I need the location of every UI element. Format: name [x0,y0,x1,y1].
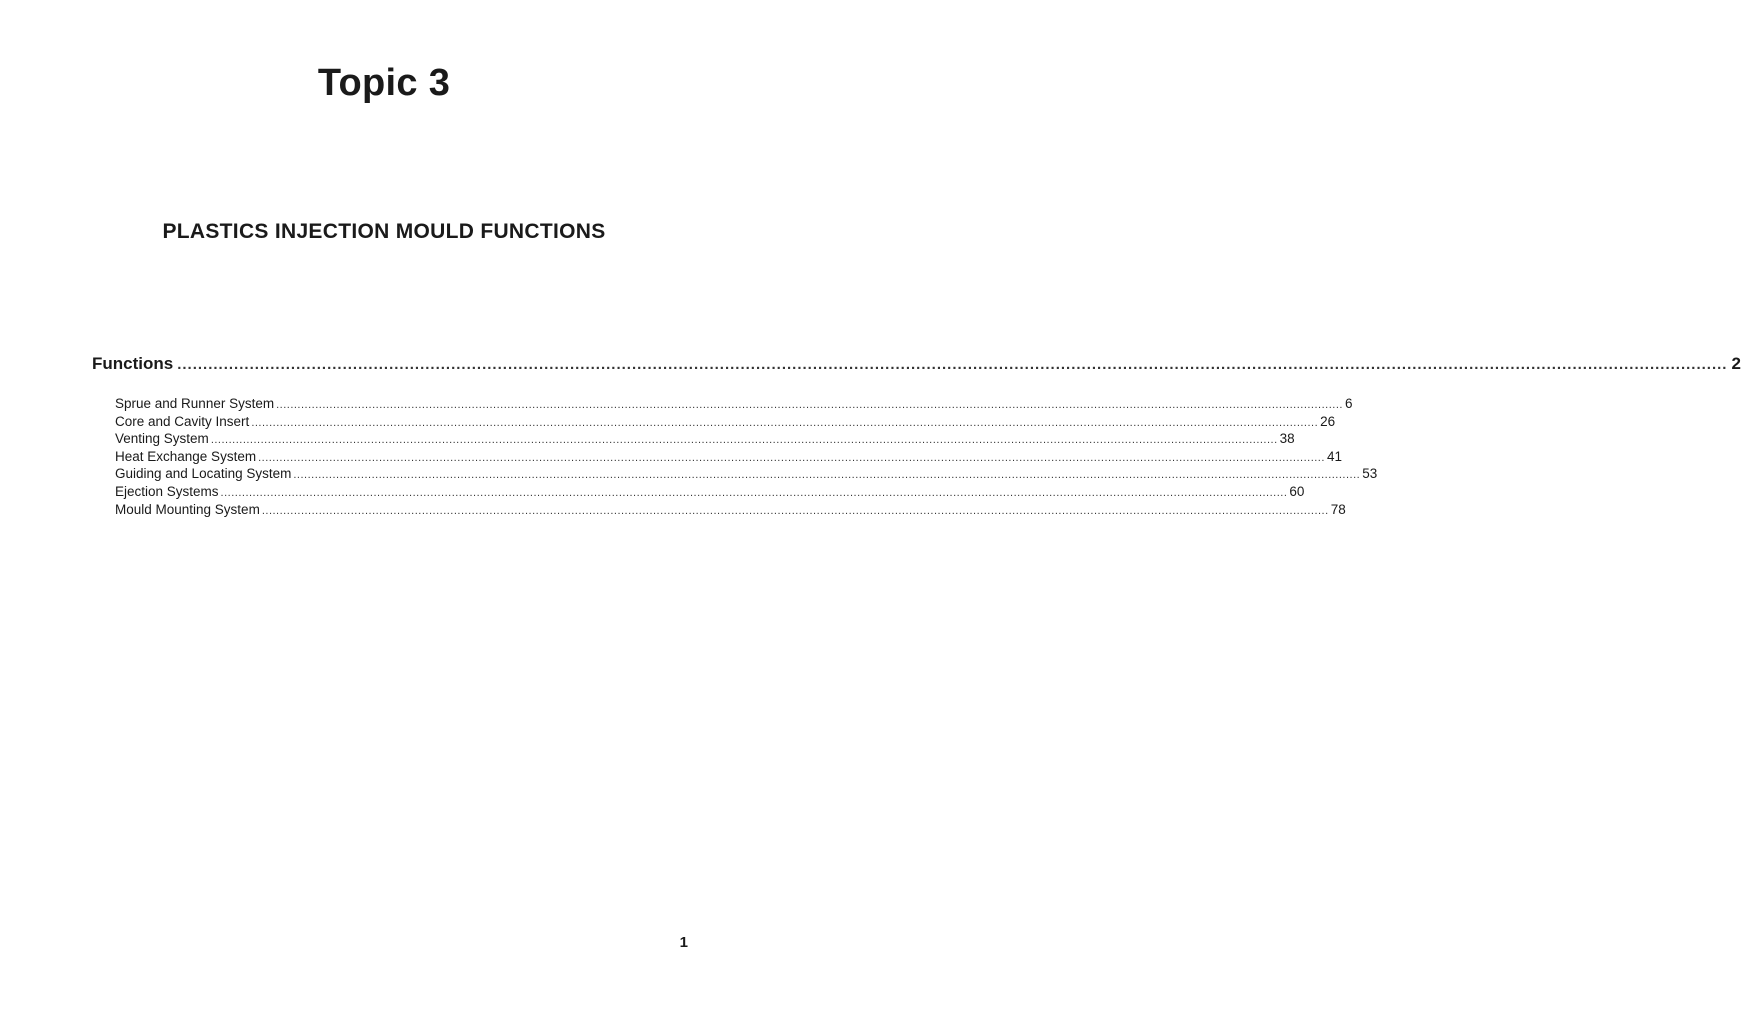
page-number: 1 [679,934,688,951]
toc-sub-list [92,395,1378,518]
dot-leader: ............................................................................................................................................................................................................................................................................................................ [261,504,1329,517]
dot-leader: ............................................................................................................................................................................................................................................................................................................ [251,416,1319,429]
toc-main-entry[interactable] [92,354,1741,378]
toc-entry[interactable] [115,501,1346,519]
toc-entry-page: 38 [1279,431,1295,447]
topic-title: Topic 3 [317,62,451,104]
toc-main-page: 2 [1731,354,1741,373]
toc-entry-label: Ejection Systems [115,483,219,499]
dot-leader: ............................................................................................................................................................................................................................................................................................................ [177,356,1728,373]
toc-entry-page: 60 [1289,483,1305,499]
toc-entry[interactable] [115,395,1353,413]
dot-leader: ............................................................................................................................................................................................................................................................................................................ [293,469,1361,482]
toc-entry-label: Heat Exchange System [115,448,257,464]
toc-entry-page: 53 [1362,466,1378,482]
toc-entry-label: Venting System [115,431,209,447]
toc-main-label: Functions [92,354,174,373]
toc-entry-label: Sprue and Runner System [115,396,275,411]
toc-entry-page: 26 [1320,413,1336,429]
dot-leader: ............................................................................................................................................................................................................................................................................................................ [210,434,1278,447]
toc-entry[interactable] [115,430,1295,448]
toc-entry-page: 78 [1330,501,1346,517]
toc-entry[interactable] [115,483,1305,501]
toc-entry-label: Guiding and Locating System [115,466,292,482]
dot-leader: ............................................................................................................................................................................................................................................................................................................ [220,486,1288,499]
dot-leader: ............................................................................................................................................................................................................................................................................................................ [276,399,1343,411]
toc-entry-label: Core and Cavity Insert [115,413,250,429]
toc-entry-page: 41 [1326,448,1342,464]
section-subtitle: PLASTICS INJECTION MOULD FUNCTIONS [162,220,606,243]
dot-leader: ............................................................................................................................................................................................................................................................................................................ [258,451,1325,464]
toc-entry[interactable] [115,413,1336,431]
toc-entry[interactable] [115,448,1342,466]
toc-entry-label: Mould Mounting System [115,501,260,517]
table-of-contents [92,354,1741,518]
toc-entry[interactable] [115,465,1378,483]
toc-entry-page: 6 [1344,396,1353,411]
